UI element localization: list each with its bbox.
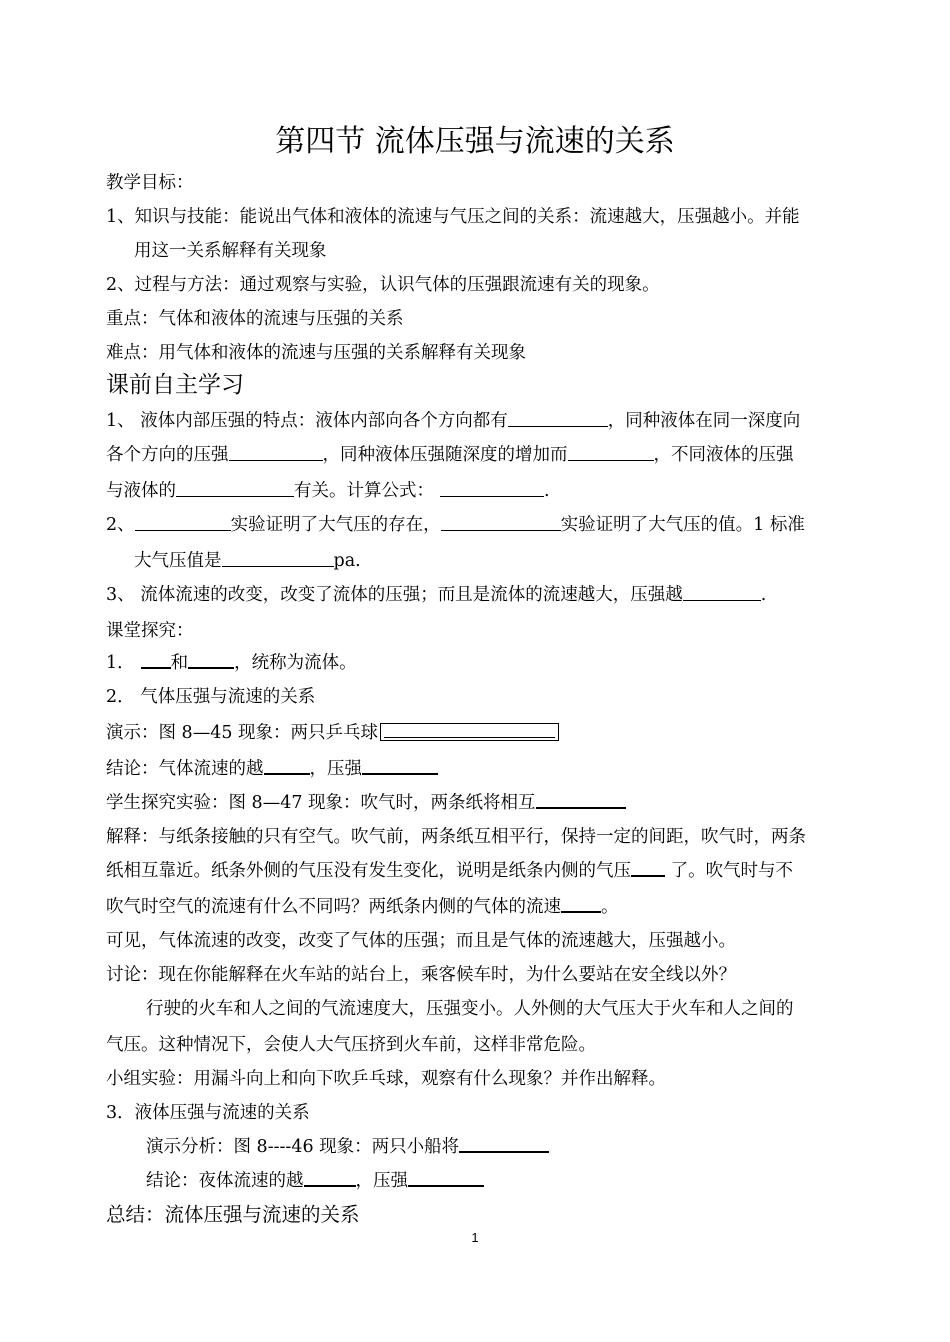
student-experiment-line [106, 786, 856, 820]
answer-blank[interactable] [568, 442, 654, 461]
conclusion-2-text-2: ，压强 [355, 1171, 408, 1191]
answer-blank[interactable] [561, 893, 601, 913]
goals-label: 教学目标： [106, 173, 194, 193]
q2-text-4: 大气压值是 [134, 551, 222, 571]
explore-label: 课堂探究： [106, 621, 194, 641]
q1-text-8: . [544, 481, 550, 501]
goal-2: 2、过程与方法：通过观察与实验，认识气体的压强跟流速有关的现象。 [106, 275, 660, 295]
demo-text: 演示：图 8—45 现象：两只乒乓球 [106, 723, 379, 743]
explore-item-2: 2． 气体压强与流速的关系 [106, 687, 316, 707]
page-title: 第四节 流体压强与流速的关系 [275, 124, 675, 159]
q1-text-2: ，同种液体在同一深度向 [607, 411, 801, 431]
explanation-text-4: 。 [601, 897, 619, 917]
discussion-question: 讨论：现在你能解释在火车站的站台上，乘客候车时，为什么要站在安全线以外？ [106, 965, 736, 985]
explanation-line-c [106, 890, 856, 924]
answer-blank[interactable] [508, 408, 608, 427]
discussion-answer-a: 行驶的火车和人之间的气流速度大，压强变小。人外侧的大气压大于火车和人之间的 [146, 999, 794, 1019]
q1-text-5: ，不同液体的压强 [653, 445, 794, 465]
answer-blank[interactable] [188, 649, 234, 669]
explanation-text-2: 了。吹气时与不 [665, 861, 794, 881]
difficulty-point: 难点：用气体和液体的流速与压强的关系解释有关现象 [106, 343, 526, 363]
explanation-text-3: 吹气时空气的流速有什么不同吗？两纸条内侧的气体的流速 [106, 897, 561, 917]
key-point: 重点：气体和液体的流速与压强的关系 [106, 309, 404, 329]
q1-text-4: ，同种液体压强随深度的增加而 [322, 445, 568, 465]
demo-analysis-text: 演示分析：图 8----46 现象：两只小船将 [146, 1137, 460, 1157]
demo-line [106, 716, 856, 750]
q3-text-2: . [760, 585, 767, 605]
goal-1-line-a: 1、知识与技能：能说出气体和液体的流速与气压之间的关系：流速越大，压强越小。并能 [106, 207, 800, 227]
answer-blank[interactable] [222, 548, 334, 567]
answer-blank[interactable] [176, 478, 294, 497]
answer-blank[interactable] [441, 512, 561, 531]
answer-blank[interactable] [459, 1133, 549, 1153]
conclusion-2-line [146, 1164, 896, 1198]
explore-item-3: 3．液体压强与流速的关系 [106, 1103, 310, 1123]
answer-blank[interactable] [408, 1167, 484, 1187]
answer-blank[interactable] [536, 789, 626, 809]
preview-q1-line-a [106, 404, 856, 438]
q1-text-6: 与液体的 [106, 481, 176, 501]
conclusion-2-text-1: 结论：夜体流速的越 [146, 1171, 304, 1191]
preview-q1-line-b [106, 438, 856, 472]
answer-blank[interactable] [631, 857, 665, 877]
preview-q2-line-b [134, 544, 884, 578]
q1-text-3: 各个方向的压强 [106, 445, 229, 465]
answer-blank[interactable] [264, 755, 310, 775]
conclusion-text-1: 结论：气体流速的越 [106, 759, 264, 779]
preview-q2-line-a [106, 508, 856, 542]
q2-text-2: 实验证明了大气压的存在， [230, 515, 441, 535]
summary-line: 总结：流体压强与流速的关系 [106, 1203, 360, 1226]
goal-1-line-b: 用这一关系解释有关现象 [134, 241, 327, 261]
answer-box[interactable] [380, 723, 559, 741]
explanation-line-a: 解释：与纸条接触的只有空气。吹气前，两条纸互相平行，保持一定的间距，吹气时，两条 [106, 827, 806, 847]
section-heading-preview: 课前自主学习 [106, 372, 244, 398]
item-1-number: 1． [106, 653, 135, 673]
answer-blank[interactable] [683, 582, 761, 601]
student-text: 学生探究实验：图 8—47 现象：吹气时，两条纸将相互 [106, 793, 536, 813]
demo-analysis-line [146, 1130, 896, 1164]
answer-blank[interactable] [135, 512, 231, 531]
page-number: 1 [471, 1230, 479, 1245]
explanation-line-b [106, 854, 856, 888]
item-1-text: ，统称为流体。 [234, 653, 357, 673]
q1-text-1: 1、 液体内部压强的特点：液体内部向各个方向都有 [106, 411, 508, 431]
explanation-text-1: 纸相互靠近。纸条外侧的气压没有发生变化，说明是纸条内侧的气压 [106, 861, 631, 881]
discussion-answer-b: 气压。这种情况下，会使人大气压挤到火车前，这样非常危险。 [106, 1035, 596, 1055]
preview-q3 [106, 578, 856, 612]
conclusion-line [106, 752, 856, 786]
answer-blank[interactable] [440, 478, 544, 497]
answer-blank[interactable] [229, 442, 323, 461]
group-experiment: 小组实验：用漏斗向上和向下吹乒乓球，观察有什么现象？并作出解释。 [106, 1069, 666, 1089]
preview-q1-line-c [106, 474, 856, 508]
answer-blank[interactable] [304, 1167, 356, 1187]
q2-text-3: 实验证明了大气压的值。1 标准 [560, 515, 805, 535]
explore-item-1 [106, 646, 856, 680]
q3-text-1: 3、 流体流速的改变，改变了流体的压强；而且是流体的流速越大，压强越 [106, 585, 683, 605]
q2-text-5: pa. [333, 551, 361, 571]
answer-blank[interactable] [141, 649, 171, 669]
item-1-and: 和 [170, 653, 189, 673]
q1-text-7: 有关。计算公式： [294, 481, 434, 501]
answer-blank[interactable] [362, 755, 438, 775]
conclusion-text-2: ，压强 [309, 759, 362, 779]
q2-text-1: 2、 [106, 515, 135, 535]
visible-conclusion: 可见，气体流速的改变，改变了气体的压强；而且是气体的流速越大，压强越小。 [106, 931, 736, 951]
